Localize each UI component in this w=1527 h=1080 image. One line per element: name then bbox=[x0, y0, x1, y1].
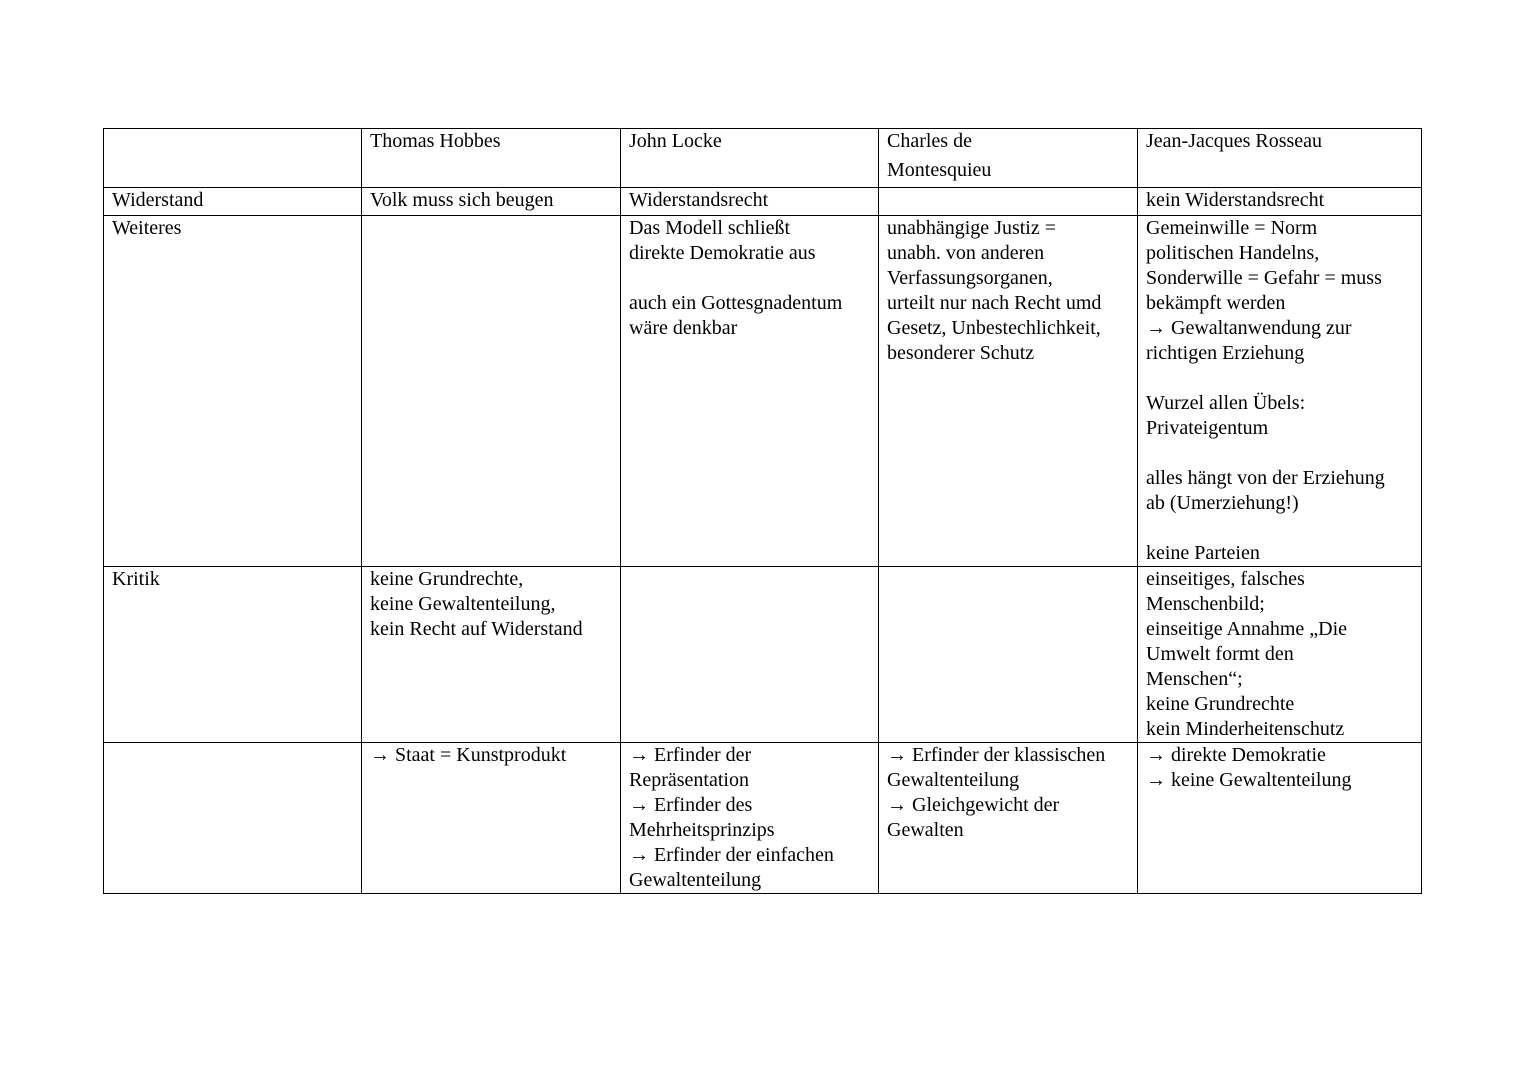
cell-weiteres-locke bbox=[621, 216, 879, 567]
spacer bbox=[1146, 441, 1413, 466]
text-line: wäre denkbar bbox=[629, 317, 738, 339]
row-label-widerstand: Widerstand bbox=[104, 188, 362, 216]
text-line: unabh. von anderen bbox=[887, 242, 1045, 264]
text-line: → Erfinder der klassischen bbox=[887, 744, 1106, 766]
spacer bbox=[1146, 516, 1413, 541]
cell-kritik-locke bbox=[621, 567, 879, 743]
cell-extra-hobbes bbox=[362, 743, 621, 894]
spacer bbox=[1146, 366, 1413, 391]
text-line: ab (Umerziehung!) bbox=[1146, 492, 1299, 514]
text-line: Menschen“; bbox=[1146, 668, 1243, 690]
text-line: Verfassungsorganen, bbox=[887, 267, 1053, 289]
text-line: Gewaltenteilung bbox=[629, 869, 762, 891]
text-line: einseitige Annahme „Die bbox=[1146, 618, 1348, 640]
text-line: Menschenbild; bbox=[1146, 593, 1265, 615]
cell-widerstand-hobbes: Volk muss sich beugen bbox=[362, 188, 621, 216]
table-row-kritik bbox=[104, 567, 1422, 743]
cell-weiteres-hobbes bbox=[362, 216, 621, 567]
text-line: urteilt nur nach Recht umd bbox=[887, 292, 1102, 314]
text-line: Das Modell schließt bbox=[629, 217, 791, 239]
text-line: kein Minderheitenschutz bbox=[1146, 718, 1345, 740]
row-label-kritik: Kritik bbox=[104, 567, 362, 743]
text-line: bekämpft werden bbox=[1146, 292, 1286, 314]
header-row bbox=[104, 129, 1422, 188]
text-line: politischen Handelns, bbox=[1146, 242, 1320, 264]
text-line: einseitiges, falsches bbox=[1146, 568, 1305, 590]
text-line: → Gleichgewicht der bbox=[887, 794, 1060, 816]
text-line: → Erfinder der bbox=[629, 744, 752, 766]
montesquieu-header-line-1: Charles de bbox=[887, 130, 972, 152]
text-line: → Staat = Kunstprodukt bbox=[370, 744, 567, 766]
text-line: unabhängige Justiz = bbox=[887, 217, 1057, 239]
cell-extra-rosseau bbox=[1138, 743, 1422, 894]
cell-kritik-hobbes bbox=[362, 567, 621, 743]
comparison-table bbox=[103, 128, 1422, 894]
row-label-extra bbox=[104, 743, 362, 894]
column-header-montesquieu bbox=[879, 129, 1138, 188]
text-line: richtigen Erziehung bbox=[1146, 342, 1305, 364]
table-row-weiteres bbox=[104, 216, 1422, 567]
text-line: Gewalten bbox=[887, 819, 964, 841]
montesquieu-header-line-2: Montesquieu bbox=[887, 159, 992, 181]
text-line: Gewaltenteilung bbox=[887, 769, 1020, 791]
row-label-weiteres: Weiteres bbox=[104, 216, 362, 567]
text-line: → Erfinder der einfachen bbox=[629, 844, 834, 866]
text-line: Gemeinwille = Norm bbox=[1146, 217, 1318, 239]
cell-weiteres-montesquieu bbox=[879, 216, 1138, 567]
cell-widerstand-rosseau: kein Widerstandsrecht bbox=[1138, 188, 1422, 216]
text-line: kein Recht auf Widerstand bbox=[370, 618, 583, 640]
text-line: → direkte Demokratie bbox=[1146, 744, 1326, 766]
text-line: keine Parteien bbox=[1146, 542, 1260, 564]
text-line: Gesetz, Unbestechlichkeit, bbox=[887, 317, 1101, 339]
text-line: keine Gewaltenteilung, bbox=[370, 593, 556, 615]
cell-widerstand-montesquieu bbox=[879, 188, 1138, 216]
text-line: keine Grundrechte, bbox=[370, 568, 524, 590]
cell-widerstand-locke: Widerstandsrecht bbox=[621, 188, 879, 216]
text-line: → Erfinder des bbox=[629, 794, 753, 816]
cell-extra-montesquieu bbox=[879, 743, 1138, 894]
table-row-widerstand bbox=[104, 188, 1422, 216]
corner-cell bbox=[104, 129, 362, 188]
column-header-rosseau: Jean-Jacques Rosseau bbox=[1138, 129, 1422, 188]
text-line: Wurzel allen Übels: bbox=[1146, 392, 1306, 414]
text-line: alles hängt von der Erziehung bbox=[1146, 467, 1385, 489]
column-header-hobbes: Thomas Hobbes bbox=[362, 129, 621, 188]
text-line: Sonderwille = Gefahr = muss bbox=[1146, 267, 1382, 289]
text-line: Mehrheitsprinzips bbox=[629, 819, 775, 841]
text-line: Repräsentation bbox=[629, 769, 749, 791]
table-row-extra bbox=[104, 743, 1422, 894]
spacer bbox=[629, 266, 870, 291]
cell-extra-locke bbox=[621, 743, 879, 894]
cell-kritik-montesquieu bbox=[879, 567, 1138, 743]
text-line: → Gewaltanwendung zur bbox=[1146, 317, 1352, 339]
text-line: keine Grundrechte bbox=[1146, 693, 1295, 715]
text-line: Umwelt formt den bbox=[1146, 643, 1294, 665]
cell-weiteres-rosseau bbox=[1138, 216, 1422, 567]
text-line: → keine Gewaltenteilung bbox=[1146, 769, 1352, 791]
text-line: direkte Demokratie aus bbox=[629, 242, 816, 264]
cell-kritik-rosseau bbox=[1138, 567, 1422, 743]
text-line: besonderer Schutz bbox=[887, 342, 1035, 364]
text-line: Privateigentum bbox=[1146, 417, 1269, 439]
column-header-locke: John Locke bbox=[621, 129, 879, 188]
text-line: auch ein Gottesgnadentum bbox=[629, 292, 843, 314]
